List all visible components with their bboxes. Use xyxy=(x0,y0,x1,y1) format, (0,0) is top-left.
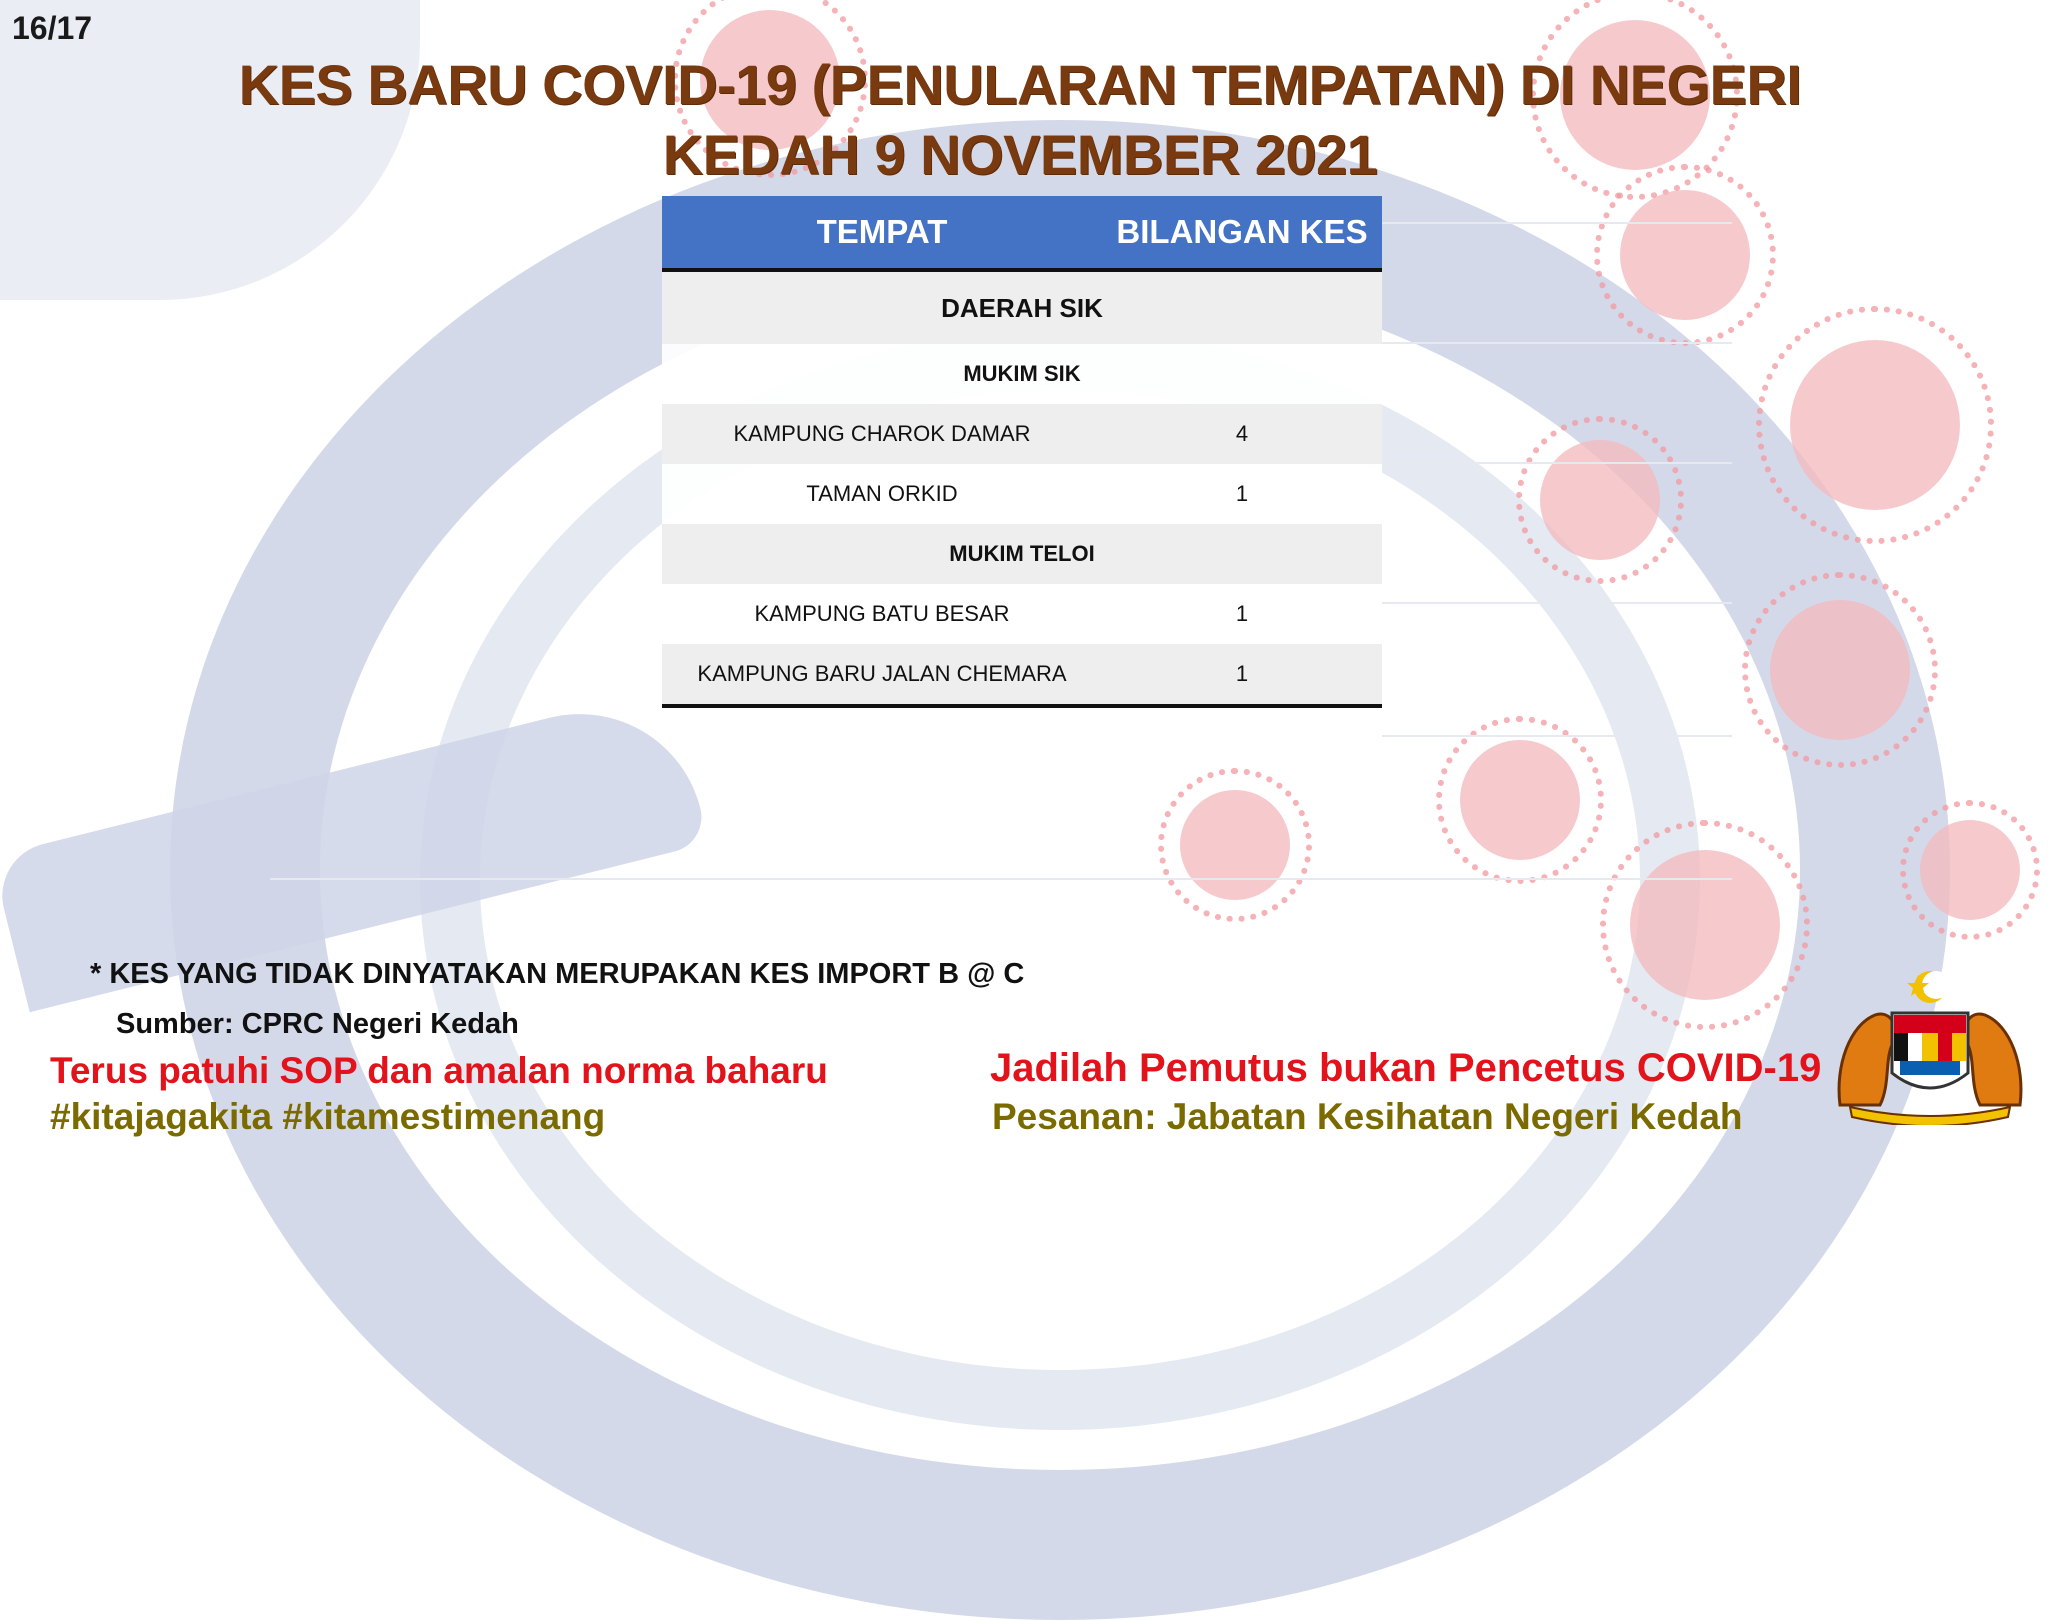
hashtags: #kitajagakita #kitamestimenang xyxy=(50,1096,606,1137)
place-cell: TAMAN ORKID xyxy=(806,481,958,506)
virus-illustration xyxy=(1630,850,1780,1000)
title-line-1: KES BARU COVID-19 (PENULARAN TEMPATAN) DI NEGERI xyxy=(238,53,1802,116)
background-gridline xyxy=(1382,602,1732,604)
count-cell: 1 xyxy=(1235,601,1249,626)
district-row: DAERAH SIK xyxy=(662,272,1382,344)
count-cell: 1 xyxy=(1235,481,1249,506)
virus-illustration xyxy=(1620,190,1750,320)
footnote: * KES YANG TIDAK DINYATAKAN MERUPAKAN KES IMPORT B @ C xyxy=(90,958,1025,990)
count-cell: 4 xyxy=(1235,421,1249,446)
background-gridline xyxy=(1382,222,1732,224)
source-text: Sumber: CPRC Negeri Kedah xyxy=(116,1008,519,1040)
table-row xyxy=(662,644,1382,708)
place-cell: KAMPUNG CHAROK DAMAR xyxy=(733,421,1031,446)
background-gridline xyxy=(1382,342,1732,344)
slogan: Jadilah Pemutus bukan Pencetus COVID-19 xyxy=(990,1046,1822,1090)
table-row xyxy=(662,404,1382,464)
mukim-row: MUKIM SIK xyxy=(662,344,1382,404)
sop-reminder: Terus patuhi SOP dan amalan norma baharu xyxy=(50,1050,828,1091)
table-row xyxy=(662,464,1382,524)
virus-illustration xyxy=(1790,340,1960,510)
cases-table xyxy=(662,196,1382,708)
virus-illustration xyxy=(1460,740,1580,860)
page-title xyxy=(200,50,1840,190)
message-source: Pesanan: Jabatan Kesihatan Negeri Kedah xyxy=(992,1096,1743,1137)
count-cell: 1 xyxy=(1235,661,1249,686)
coat-of-arms-logo xyxy=(1830,965,2030,1125)
place-cell: KAMPUNG BARU JALAN CHEMARA xyxy=(697,661,1067,686)
table-header xyxy=(662,196,1382,272)
table-row xyxy=(662,584,1382,644)
header-place: TEMPAT xyxy=(816,213,948,250)
page-indicator: 16/17 xyxy=(12,10,93,46)
place-cell: KAMPUNG BATU BESAR xyxy=(754,601,1010,626)
header-case-count: BILANGAN KES xyxy=(1116,213,1368,250)
background-gridline xyxy=(270,878,1732,880)
mukim-row: MUKIM TELOI xyxy=(662,524,1382,584)
virus-illustration xyxy=(1770,600,1910,740)
virus-illustration xyxy=(1920,820,2020,920)
virus-illustration xyxy=(1540,440,1660,560)
title-line-2: KEDAH 9 NOVEMBER 2021 xyxy=(662,123,1378,186)
background-gridline xyxy=(1382,462,1732,464)
virus-illustration xyxy=(1180,790,1290,900)
background-gridline xyxy=(1382,735,1732,737)
